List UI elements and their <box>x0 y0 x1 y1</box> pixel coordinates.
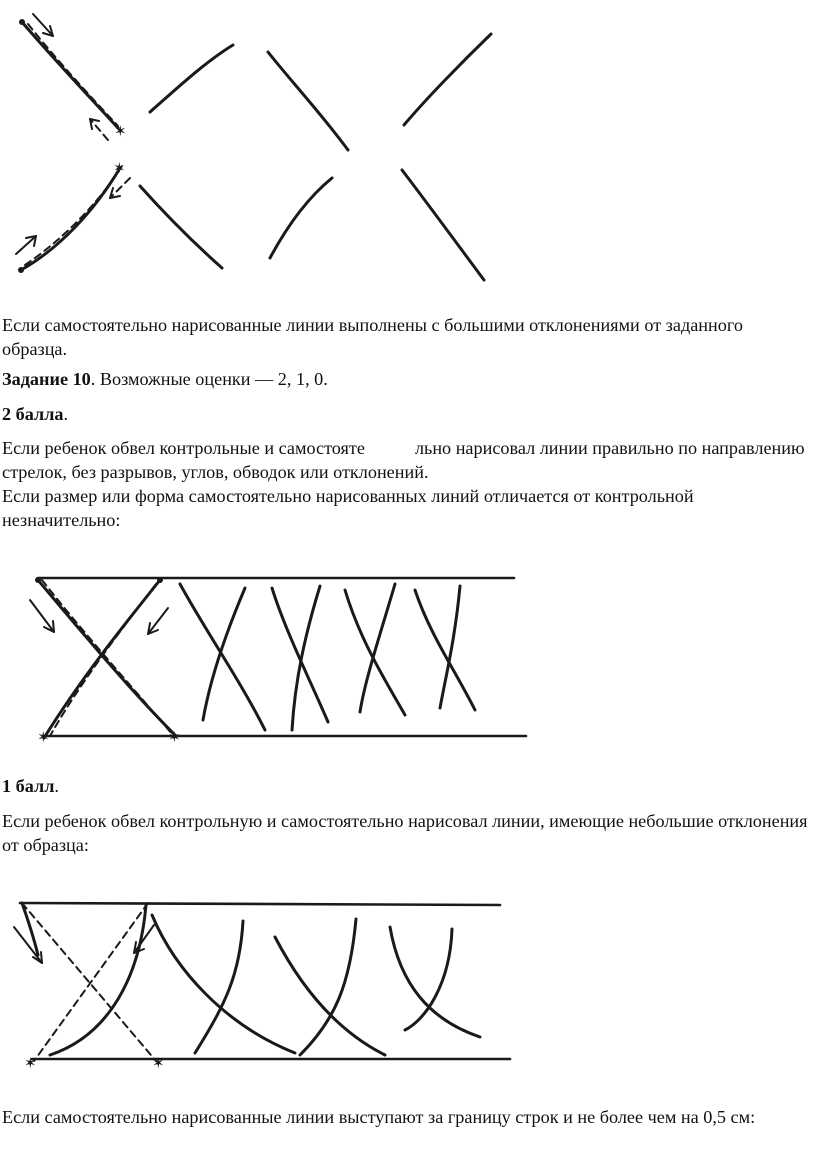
arrow-icon <box>14 927 42 963</box>
star-icon: ✶ <box>168 728 181 746</box>
task-heading <box>2 367 808 391</box>
star-icon: ✶ <box>114 122 127 140</box>
description-text: Если самостоятельно нарисованные линии выполнены с большими отклонениями от заданного образца. <box>2 315 743 359</box>
score-1-text: Если ребенок обвел контрольную и самостоятельно нарисовал линии, имеющие небольшие отклонения от образца: <box>2 811 808 855</box>
arrow-icon <box>90 119 108 140</box>
task-scores: . Возможные оценки — 2, 1, 0. <box>90 369 328 389</box>
star-icon: ✶ <box>37 728 50 746</box>
score-1-label: 1 балл <box>2 776 55 796</box>
paragraph-zero-points <box>2 313 808 361</box>
arrow-icon <box>16 236 36 254</box>
score-1-heading: 1 балл. <box>2 776 59 796</box>
star-icon: ✶ <box>24 1054 37 1072</box>
control-line-top-left <box>19 19 118 128</box>
task-title: Задание 10 <box>2 369 91 389</box>
score-2-label: 2 балла <box>2 404 64 424</box>
score-2-description <box>2 436 808 532</box>
score-2-line1a: Если ребенок обвел контрольные и самостояте <box>2 438 365 458</box>
control-line-bottom-left <box>18 166 122 273</box>
figure-zero-points <box>0 0 816 295</box>
figure-one-point <box>0 885 816 1075</box>
arrow-icon <box>30 600 54 632</box>
paragraph-last <box>2 1105 808 1129</box>
star-icon: ✶ <box>113 159 126 177</box>
figure-two-points <box>0 560 816 760</box>
last-text: Если самостоятельно нарисованные линии выступают за границу строк и не более чем на 0,5 см: <box>2 1107 756 1127</box>
score-2-line2: Если размер или форма самостоятельно нарисованных линий отличается от контрольной незначительно: <box>2 486 694 530</box>
score-2-heading: 2 балла. <box>2 404 69 424</box>
score-2-line1b: льно нарисовал линии правильно по направлению стрелок, без разрывов, углов, обводок или отклонений. <box>2 438 805 482</box>
top-rule <box>20 903 500 905</box>
star-icon: ✶ <box>152 1054 165 1072</box>
score-1-description <box>2 809 808 857</box>
arrow-icon <box>148 608 168 634</box>
